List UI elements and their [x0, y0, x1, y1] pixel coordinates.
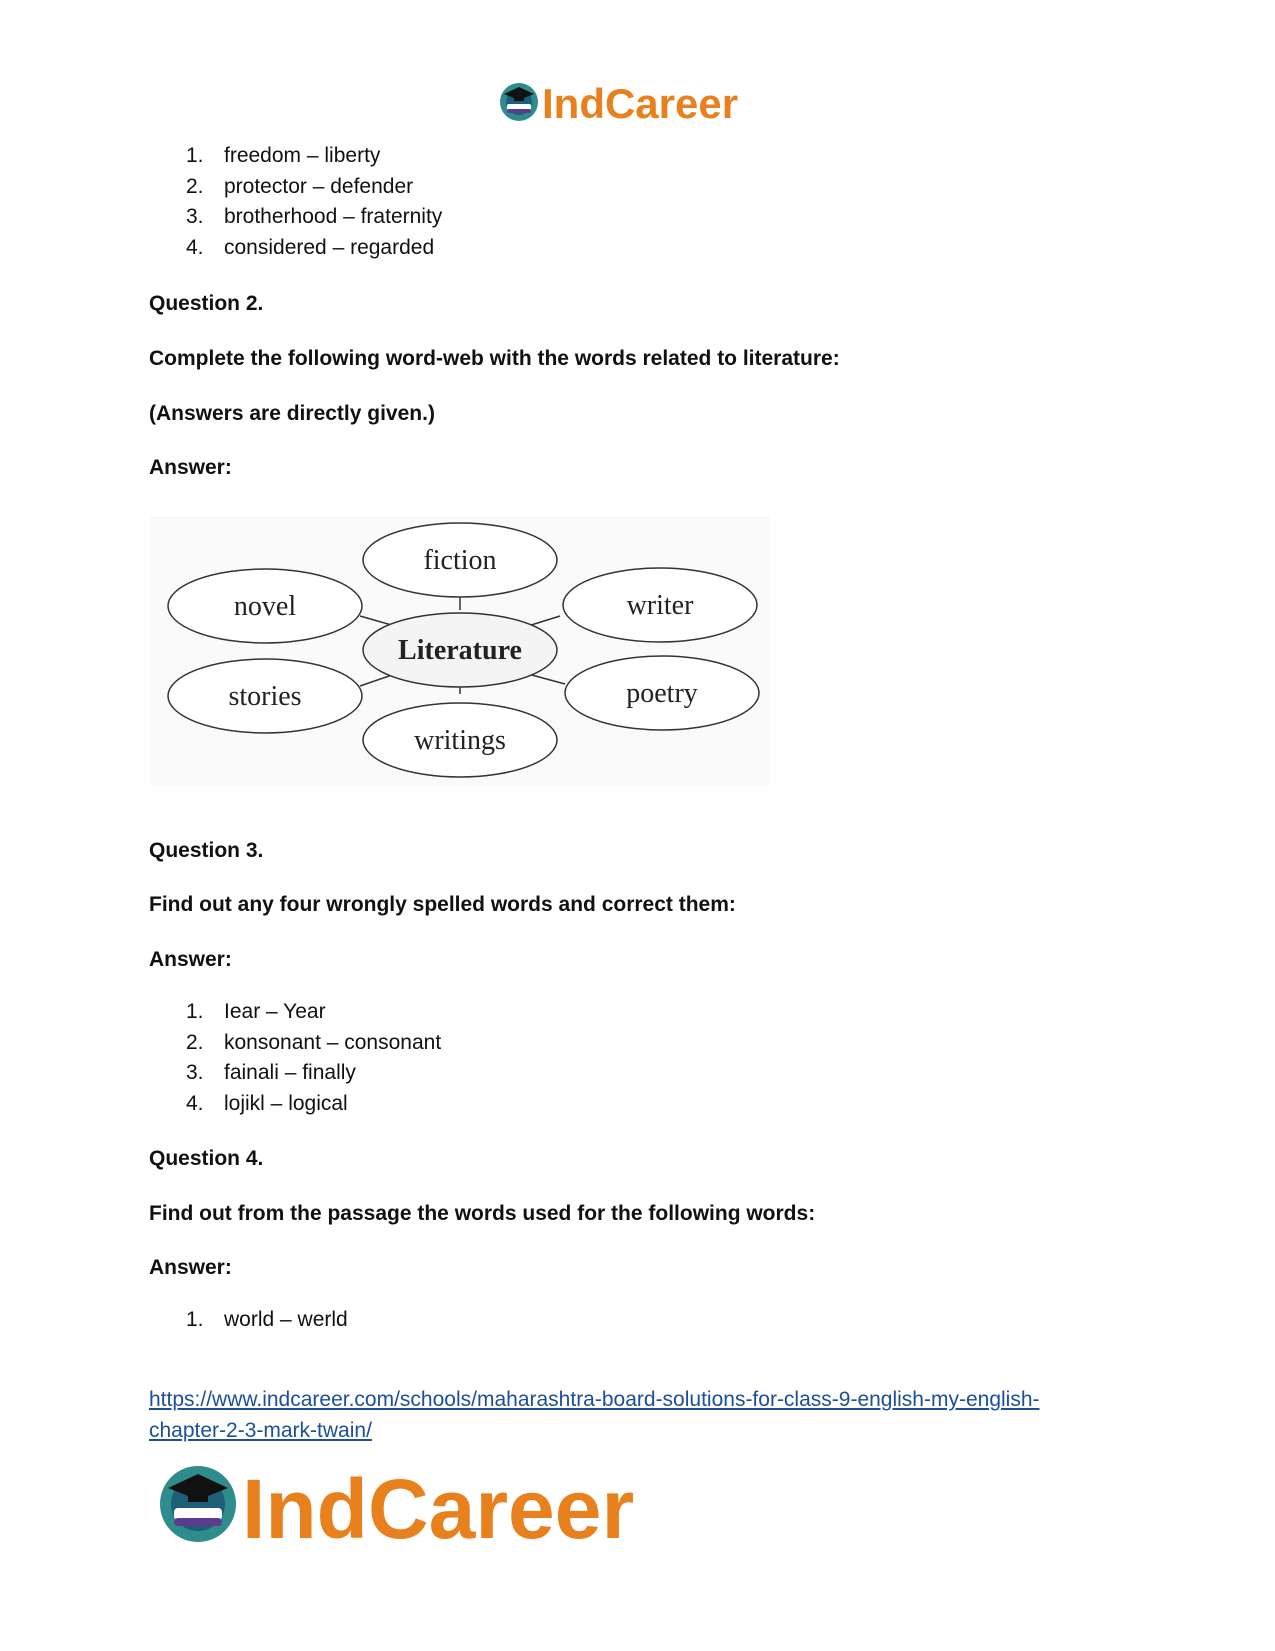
web-label-top-left: novel: [233, 591, 297, 622]
source-link[interactable]: [149, 1384, 1129, 1446]
question-4-prompt: Find out from the passage the words used for the following words:: [149, 1202, 816, 1225]
list-item: 2. konsonant – consonant: [186, 1030, 442, 1054]
graduation-book-icon: [500, 83, 538, 121]
literature-word-web: [150, 516, 770, 786]
list-item: 3. brotherhood – fraternity: [186, 205, 443, 228]
list-item: 4. lojikl – logical: [186, 1091, 348, 1115]
question-3-answer-label: Answer:: [149, 948, 232, 971]
list-item: 2. protector – defender: [186, 174, 414, 198]
graduation-book-icon: [160, 1466, 236, 1542]
indcareer-logo-bottom: [158, 1458, 698, 1552]
question-3-heading: Question 3.: [149, 839, 264, 862]
source-link-line-1[interactable]: https://www.indcareer.com/schools/maharashtra-board-solutions-for-class-9-english-my-english-: [149, 1388, 1040, 1411]
list-item: 3. fainali – finally: [186, 1061, 356, 1084]
indcareer-logo-top: [498, 78, 768, 128]
list-item: 1. world – werld: [186, 1308, 348, 1331]
web-label-bottom: writings: [414, 725, 506, 756]
list-item: 4. considered – regarded: [186, 235, 435, 259]
logo-text: IndCareer: [542, 80, 739, 127]
web-label-bottom-right: poetry: [626, 678, 698, 709]
web-connector-top-right: [528, 616, 560, 626]
question-4-heading: Question 4.: [149, 1147, 264, 1170]
web-connector-bottom-right: [528, 674, 565, 684]
web-label-top-right: writer: [626, 590, 694, 621]
web-label-bottom-left: stories: [228, 681, 302, 712]
web-label-center: Literature: [398, 635, 522, 666]
question-2-heading: Question 2.: [149, 292, 264, 315]
synonyms-list: [186, 141, 442, 263]
spelling-corrections-list: [186, 997, 441, 1119]
question-3-prompt: Find out any four wrongly spelled words and correct them:: [149, 893, 736, 916]
question-2-note: (Answers are directly given.): [149, 402, 435, 425]
question-2-prompt: Complete the following word-web with the words related to literature:: [149, 347, 840, 370]
question-4-answer-label: Answer:: [149, 1256, 232, 1279]
list-item: 1. freedom – liberty: [186, 144, 381, 167]
question-2-answer-label: Answer:: [149, 456, 232, 479]
logo-text: IndCareer: [242, 1462, 635, 1552]
list-item: 1. Iear – Year: [186, 1000, 326, 1023]
web-label-top: fiction: [423, 545, 497, 576]
passage-words-list: [186, 1305, 348, 1336]
source-link-line-2[interactable]: chapter-2-3-mark-twain/: [149, 1419, 372, 1442]
